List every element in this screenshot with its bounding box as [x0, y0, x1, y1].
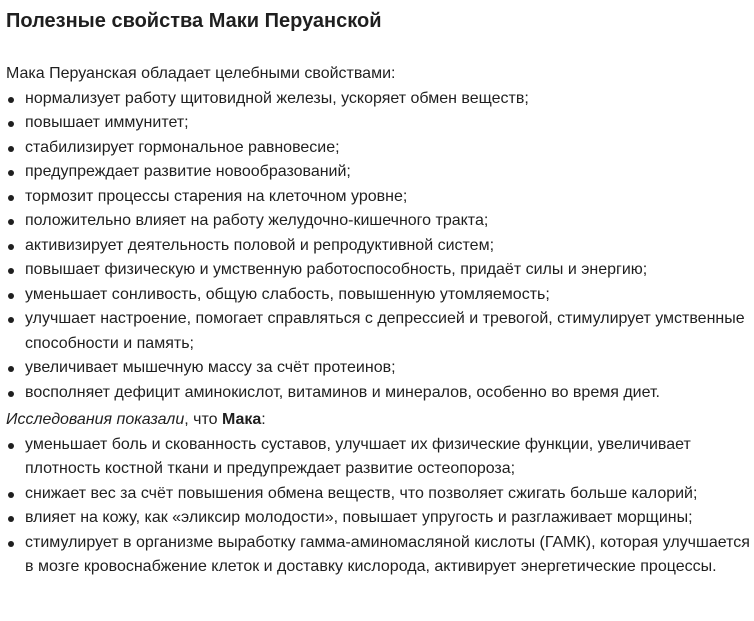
- list-item-text: снижает вес за счёт повышения обмена веществ, что позволяет сжигать больше калорий;: [25, 484, 698, 502]
- research-middle: , что: [184, 411, 222, 428]
- list-item: [6, 283, 754, 308]
- list-item-text: стимулирует в организме выработку гамма-аминомасляной кислоты (ГАМК), которая улучшается в мозге кровоснабжение клеток и доставку кислорода, активирует энергетические процессы.: [25, 533, 750, 575]
- bullet-icon: [8, 268, 14, 274]
- bullet-icon: [8, 195, 14, 201]
- list-item: [6, 356, 754, 381]
- list-item: [6, 307, 754, 356]
- list-item: [6, 381, 754, 406]
- list-item: [6, 433, 754, 482]
- page-title: Полезные свойства Маки Перуанской: [6, 10, 382, 32]
- list-item: [6, 136, 754, 161]
- list-item-text: стабилизирует гормональное равновесие;: [25, 138, 340, 156]
- bullet-icon: [8, 219, 14, 225]
- list-item: [6, 185, 754, 210]
- list-item: [6, 482, 754, 507]
- properties-list: [6, 87, 754, 406]
- bullet-icon: [8, 244, 14, 250]
- bullet-icon: [8, 443, 14, 449]
- list-item: [6, 209, 754, 234]
- list-item-text: нормализует работу щитовидной железы, ускоряет обмен веществ;: [25, 89, 529, 107]
- bullet-icon: [8, 121, 14, 127]
- list-item-text: увеличивает мышечную массу за счёт протеинов;: [25, 359, 396, 376]
- list-item: [6, 160, 754, 185]
- bullet-icon: [8, 97, 14, 103]
- list-item: [6, 111, 754, 136]
- list-item-text: положительно влияет на работу желудочно-кишечного тракта;: [25, 212, 489, 229]
- bullet-icon: [8, 366, 14, 372]
- list-item-text: активизирует деятельность половой и репродуктивной систем;: [25, 236, 495, 254]
- bullet-icon: [8, 317, 14, 323]
- research-lead: Исследования показали: [6, 411, 185, 428]
- list-item-text: влияет на кожу, как «эликсир молодости», повышает упругость и разглаживает морщины;: [25, 509, 693, 526]
- research-intro: [6, 408, 754, 433]
- bullet-icon: [8, 516, 14, 522]
- list-item-text: повышает физическую и умственную работоспособность, придаёт силы и энергию;: [25, 261, 648, 278]
- list-item: [6, 87, 754, 112]
- research-subject: Мака: [221, 411, 262, 428]
- bullet-icon: [8, 146, 14, 152]
- list-item-text: улучшает настроение, помогает справляться с депрессией и тревогой, стимулирует умственные способности и память;: [25, 310, 745, 352]
- list-item-text: уменьшает боль и скованность суставов, улучшает их физические функции, увеличивает плотность костной ткани и предупреждает развитие остеопороза;: [25, 435, 691, 477]
- bullet-icon: [8, 492, 14, 498]
- list-item: [6, 234, 754, 259]
- list-item-text: повышает иммунитет;: [25, 114, 189, 131]
- research-end: :: [261, 411, 266, 428]
- bullet-icon: [8, 170, 14, 176]
- bullet-icon: [8, 541, 14, 547]
- list-item: [6, 506, 754, 531]
- list-item-text: уменьшает сонливость, общую слабость, повышенную утомляемость;: [25, 285, 550, 303]
- bullet-icon: [8, 293, 14, 299]
- list-item-text: восполняет дефицит аминокислот, витаминов и минералов, особенно во время диет.: [25, 383, 660, 401]
- list-item-text: тормозит процессы старения на клеточном уровне;: [25, 187, 408, 205]
- list-item: [6, 258, 754, 283]
- list-item-text: предупреждает развитие новообразований;: [25, 163, 351, 180]
- bullet-icon: [8, 391, 14, 397]
- intro-paragraph: Мака Перуанская обладает целебными свойствами:: [6, 65, 396, 82]
- research-list: [6, 433, 754, 580]
- list-item: [6, 531, 754, 580]
